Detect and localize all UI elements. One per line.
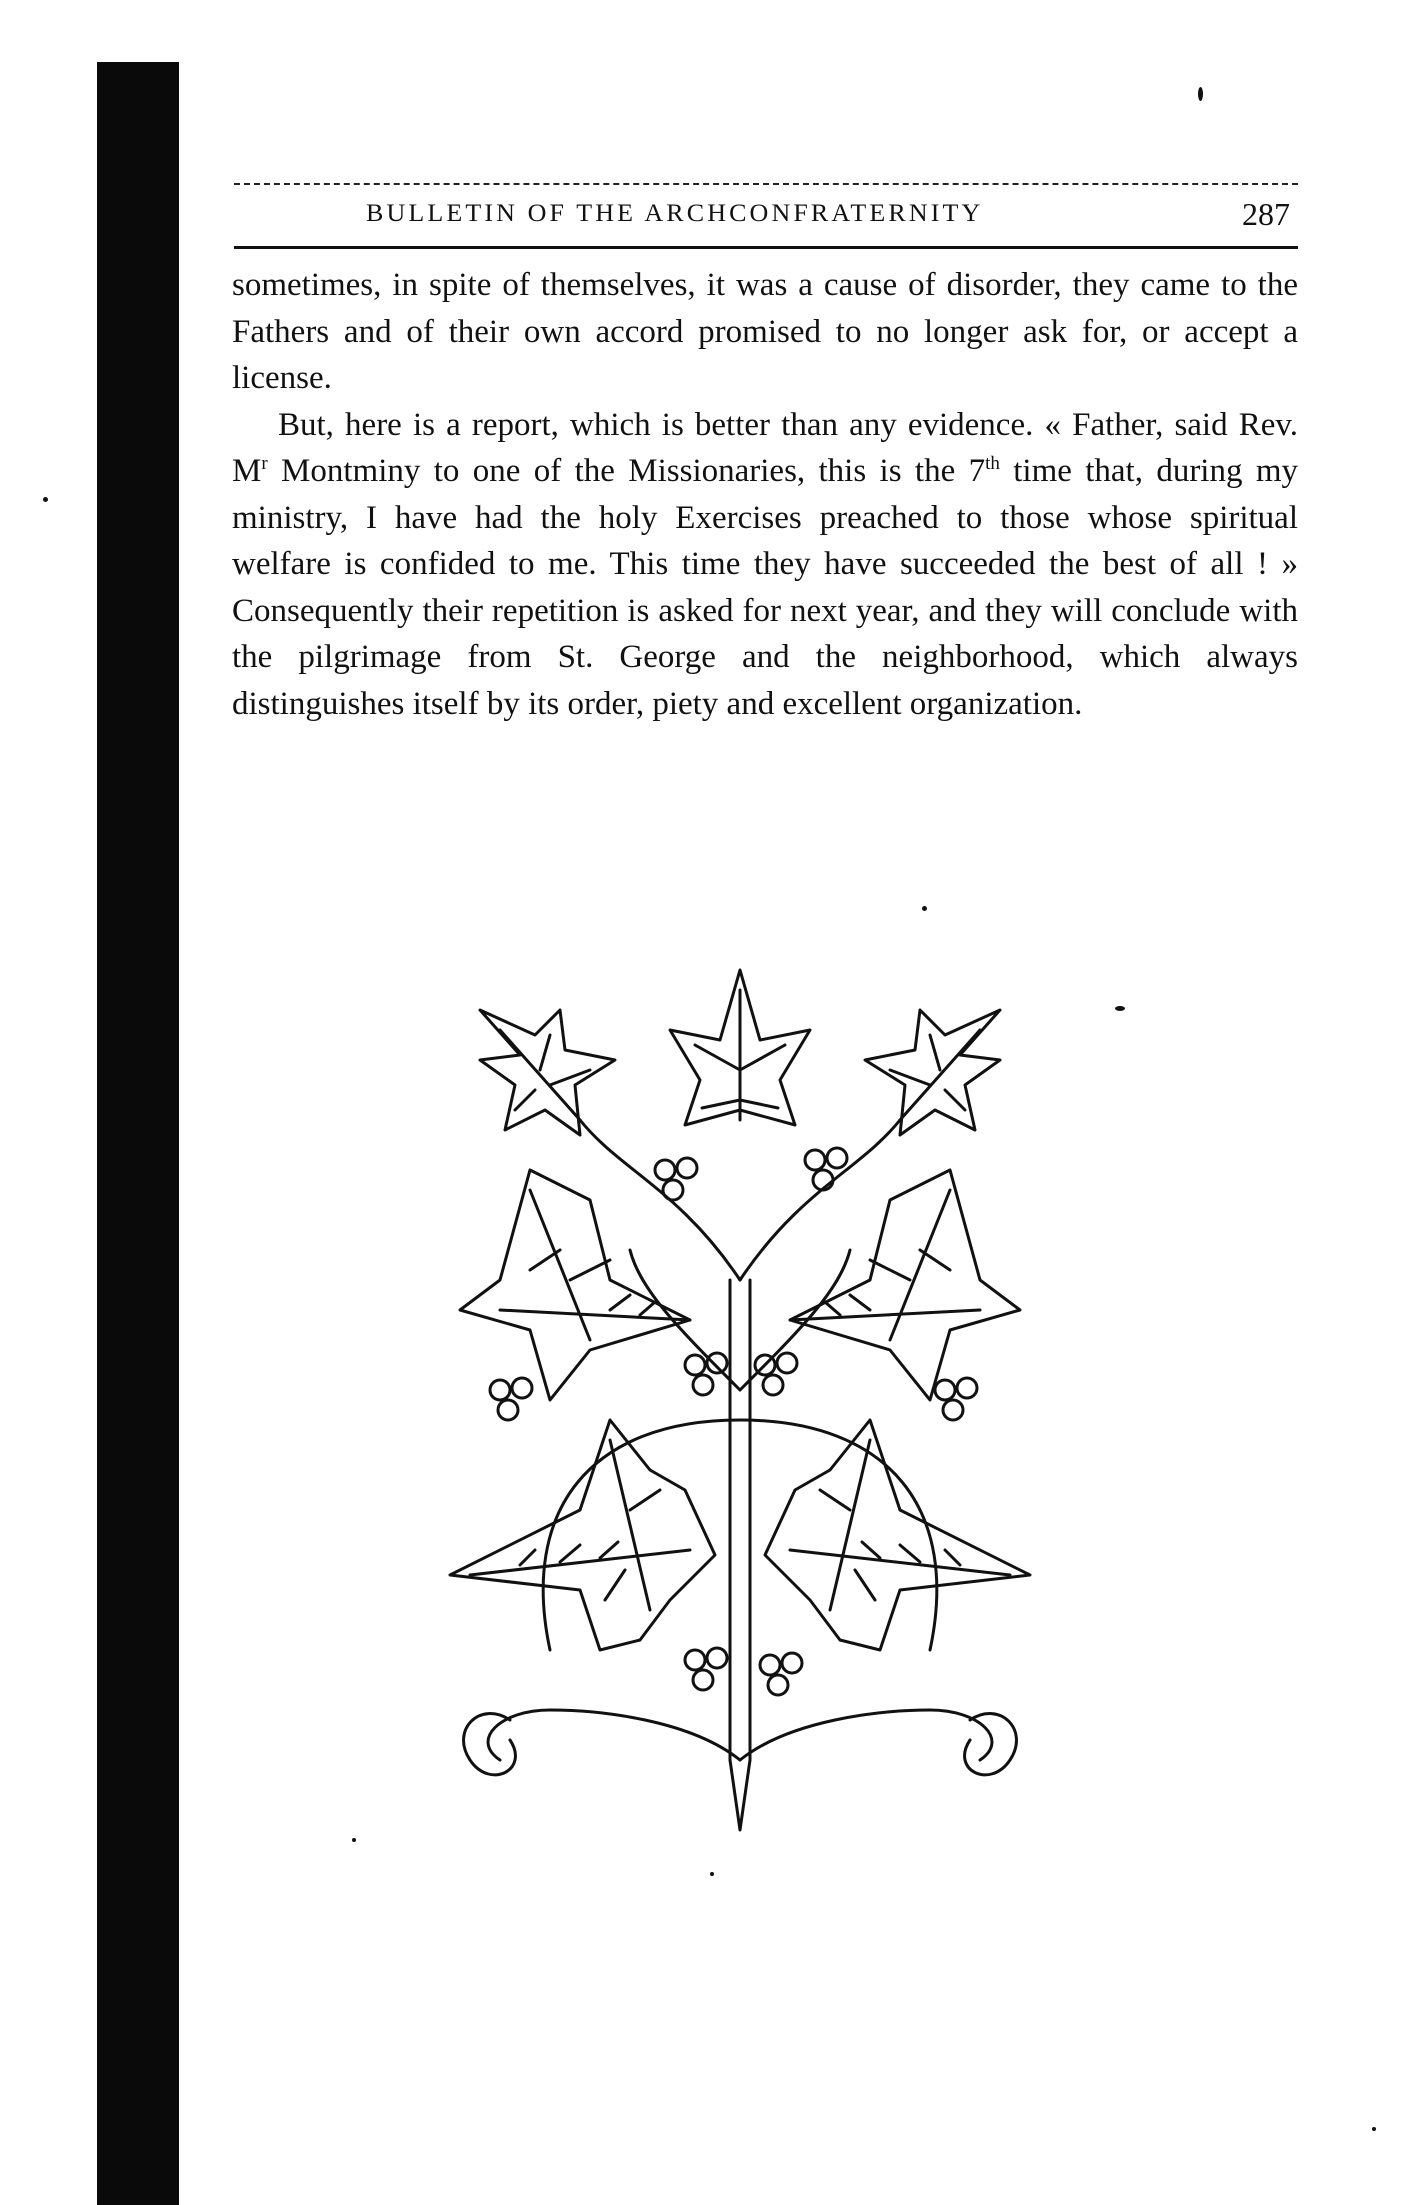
- running-head: [234, 196, 1298, 240]
- superscript-r: r: [261, 453, 268, 474]
- paragraph-2-part-3: time that, during my ministry, I have had the holy Exercises preached to those whose spiritual welfare is confided to me. This time they have succeeded the best of all ! » Consequently their repetition is asked for next year, and they will conclude with the pilgrimage from St. George and the neighborhood, which always distinguishes itself by its order, piety and excellent organization.: [232, 453, 1298, 722]
- scan-speck: [1198, 87, 1203, 101]
- page-binding-shadow: [97, 62, 179, 2205]
- paragraph-1: sometimes, in spite of themselves, it was a cause of disorder, they came to the Fathers and of their own accord promised to no longer ask for, or accept a license.: [232, 267, 1298, 396]
- ivy-leaf-ornament-icon: [440, 950, 1040, 1840]
- scan-speck: [352, 1838, 356, 1842]
- header-rule-bottom: [234, 246, 1298, 249]
- body-text: [232, 262, 1298, 727]
- page-number: 287: [1242, 196, 1290, 232]
- header-rule-top: [234, 183, 1298, 185]
- running-title: BULLETIN OF THE ARCHCONFRATERNITY: [366, 200, 984, 227]
- superscript-th: th: [985, 453, 1000, 474]
- paragraph-2-part-2: Montminy to one of the Missionaries, this is the 7: [267, 453, 986, 489]
- scan-speck: [922, 906, 927, 911]
- scan-speck: [1372, 2127, 1376, 2131]
- scan-speck: [710, 1872, 714, 1876]
- paragraph-2-part-1: But, here is a report, which is better than any evidence. « Father, said Rev. M: [232, 406, 1298, 489]
- paragraph-2: [232, 402, 1298, 728]
- scan-speck: [43, 497, 48, 502]
- scan-speck: [1115, 1006, 1125, 1011]
